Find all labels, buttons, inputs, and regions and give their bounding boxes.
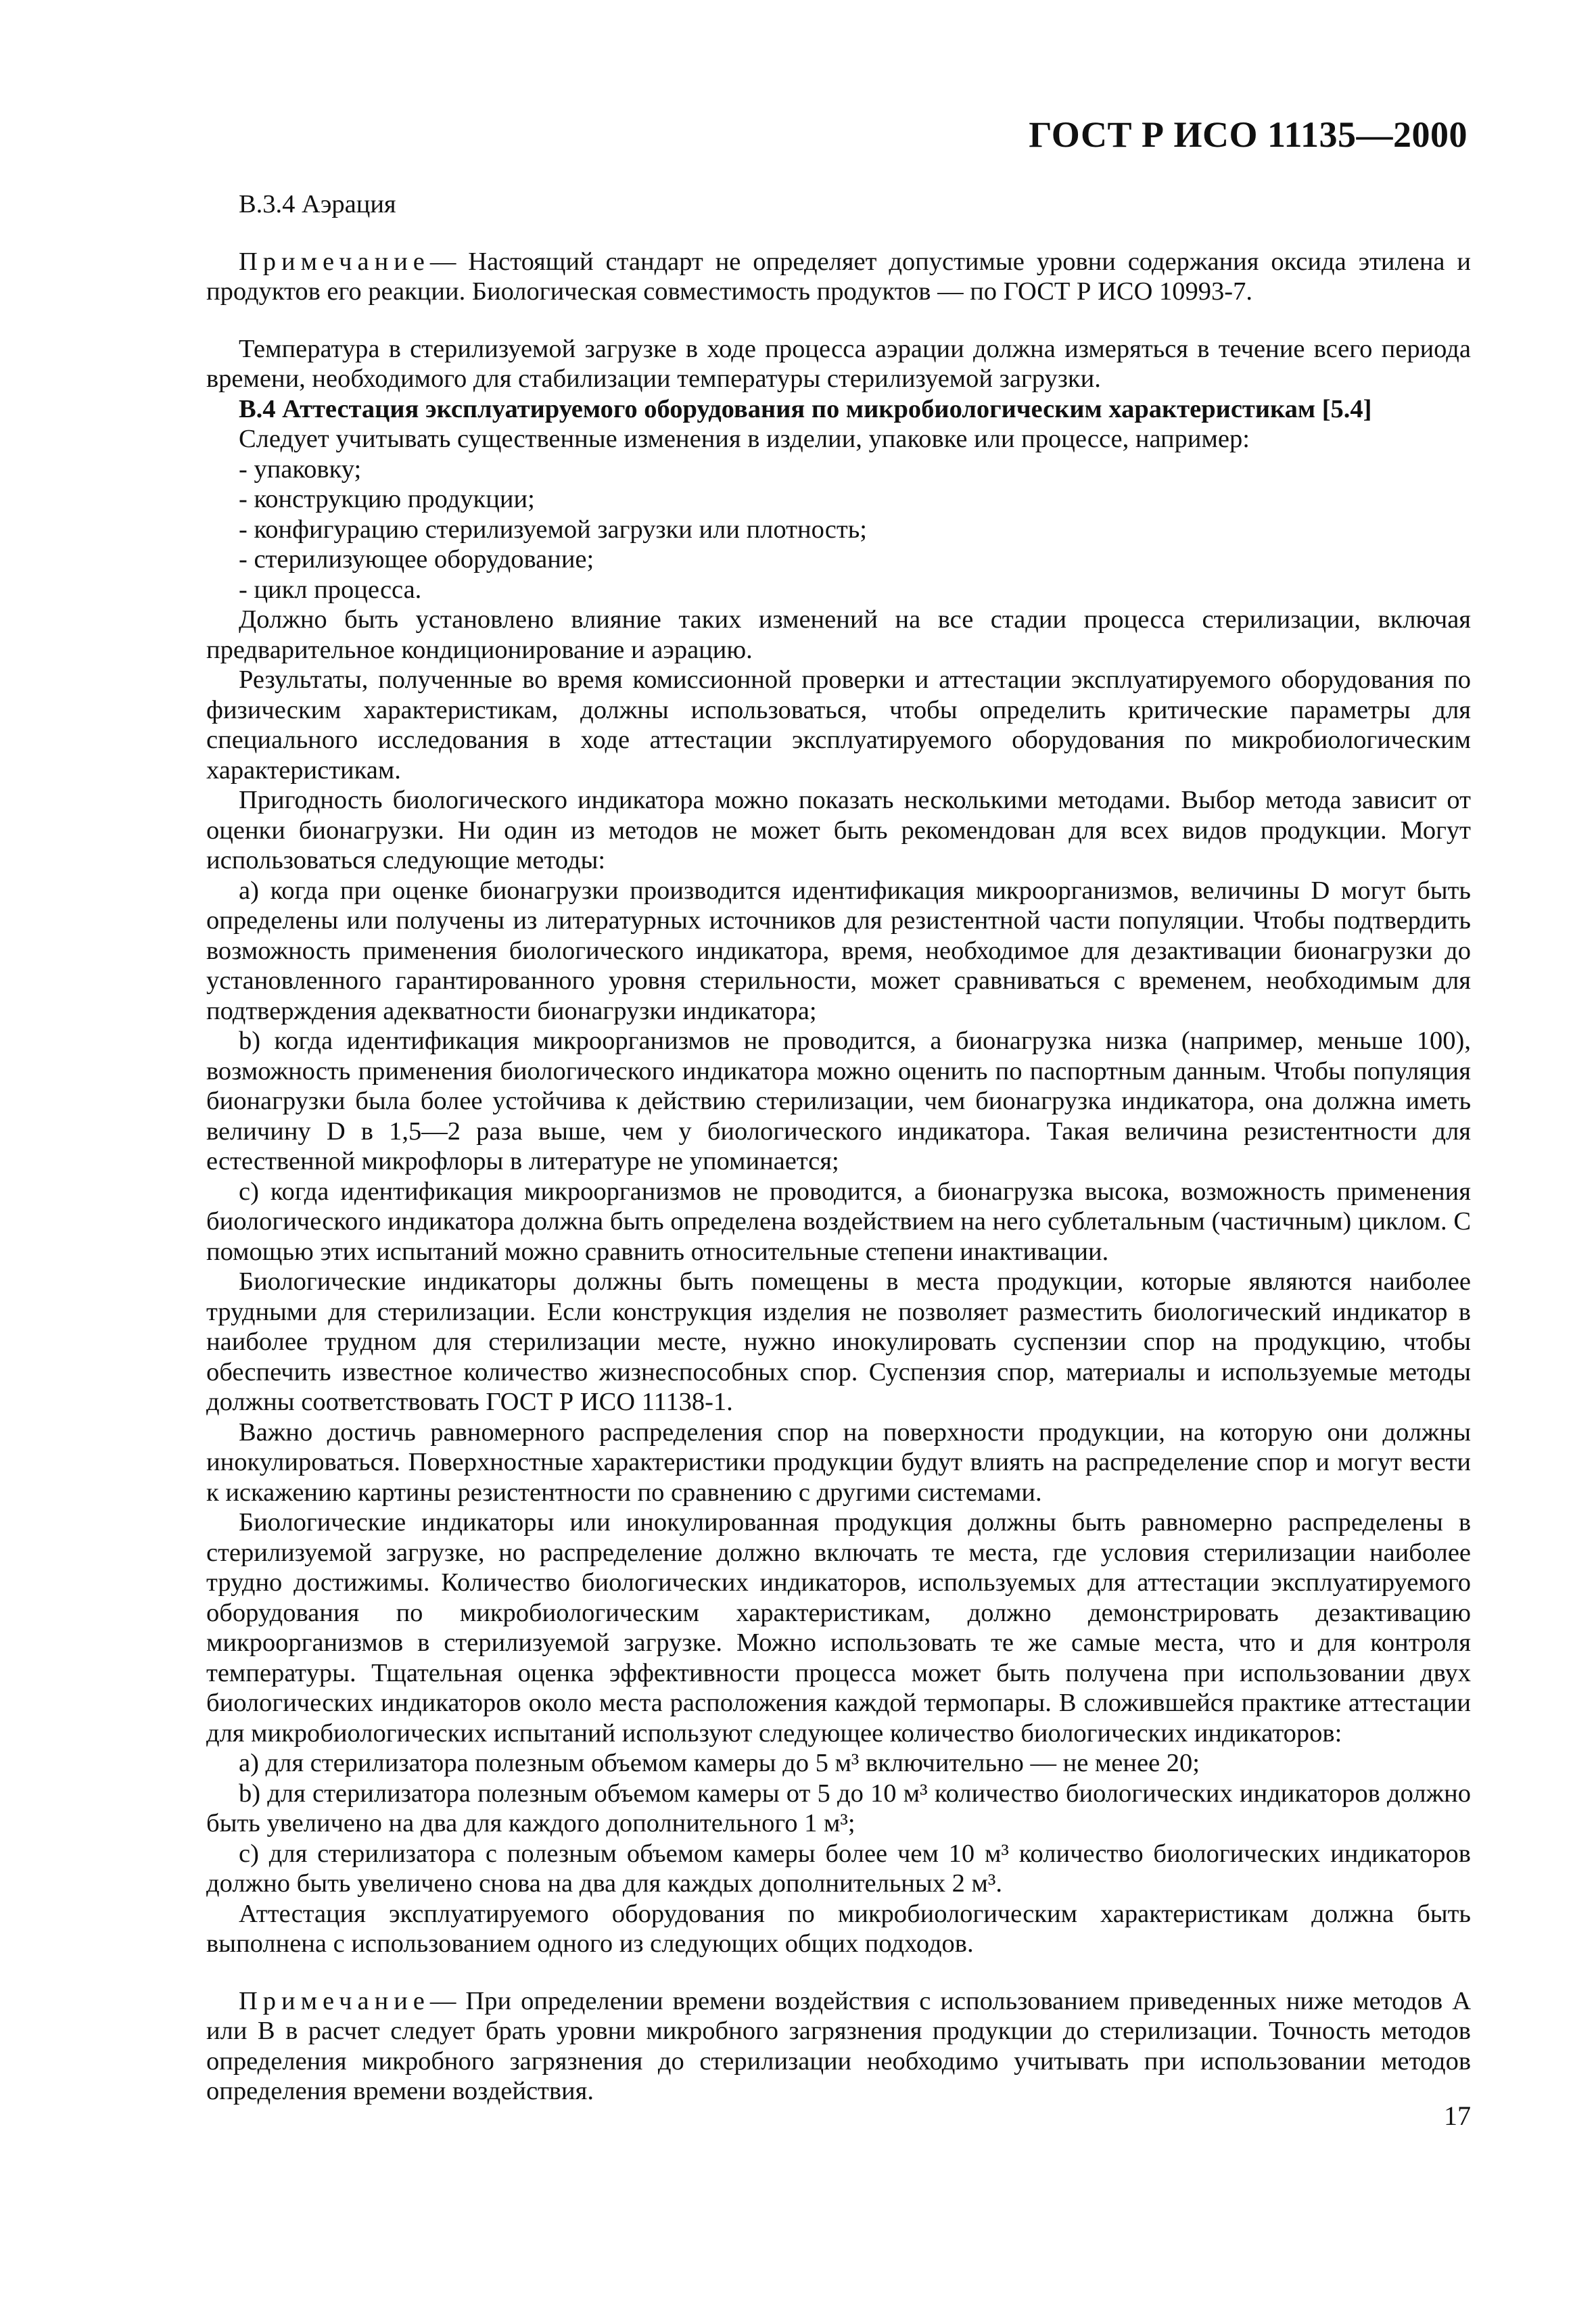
paragraph-influence: Должно быть установлено влияние таких изменений на все стадии процесса стерилизации, включая предварительное кондиционирование и аэрацию. <box>206 605 1471 664</box>
note-2-lead: Примечание <box>239 1986 430 2015</box>
quantity-c: с) для стерилизатора с полезным объемом камеры более чем 10 м³ количество биологических индикаторов должно быть увеличено снова на два для каждых дополнительных 2 м³. <box>206 1839 1471 1898</box>
paragraph-suitability: Пригодность биологического индикатора можно показать несколькими методами. Выбор метода зависит от оценки бионагрузки. Ни один из методов не может быть рекомендован для всех видов продукции. Могут использоваться следующие методы: <box>206 786 1471 874</box>
paragraph-uniformity: Важно достичь равномерного распределения спор на поверхности продукции, на которую они должны инокулироваться. Поверхностные характеристики продукции будут влиять на распределение спор и могут вести к искажению картины резистентности по сравнению с другими системами. <box>206 1417 1471 1507</box>
quantity-a: а) для стерилизатора полезным объемом камеры до 5 м³ включительно — не менее 20; <box>239 1749 1200 1777</box>
paragraph-changes: Следует учитывать существенные изменения в изделии, упаковке или процессе, например: <box>239 425 1250 453</box>
section-title: В.3.4 Аэрация <box>239 190 396 218</box>
note-1-lead: Примечание <box>239 247 430 276</box>
paragraph-temperature: Температура в стерилизуемой загрузке в ходе процесса аэрации должна измеряться в течение всего периода времени, необходимого для стабилизации температуры стерилизуемой загрузки. <box>206 334 1471 393</box>
note-1-text: — Настоящий стандарт не определяет допустимые уровни содержания оксида этилена и продуктов его реакции. Биологическая совместимость продуктов — по ГОСТ Р ИСО 10993-7. <box>206 247 1471 306</box>
method-c: с) когда идентификация микроорганизмов не проводится, а бионагрузка высока, возможность применения биологического индикатора должна быть определена воздействием на него сублетальным (частичным) циклом. С помощью этих испытаний можно сравнить относительные степени инактивации. <box>206 1177 1471 1266</box>
page-number: 17 <box>1444 2101 1471 2131</box>
section-heading: В.4 Аттестация эксплуатируемого оборудования по микробиологическим характеристикам [5.4] <box>239 394 1372 423</box>
quantity-b: b) для стерилизатора полезным объемом камеры от 5 до 10 м³ количество биологических индикаторов должно быть увеличено на два для каждого дополнительного 1 м³; <box>206 1779 1471 1837</box>
list-item: - цикл процесса. <box>239 575 422 604</box>
list-item: - стерилизующее оборудование; <box>239 545 594 573</box>
list-item: - конструкцию продукции; <box>239 485 535 513</box>
document-id-header: ГОСТ Р ИСО 11135—2000 <box>1029 114 1468 155</box>
paragraph-distribution: Биологические индикаторы или инокулированная продукция должны быть равномерно распределены в стерилизуемой загрузке, но распределение должно включать те места, где условия стерилизации наиболее трудно достижимы. Количество биологических индикаторов, используемых для аттестации эксплуатируемого оборудования по микробиологическим характеристикам, должно демонстрировать дезактивацию микроорганизмов в стерилизуемой загрузке. Можно использовать те же самые места, что и для контроля температуры. Тщательная оценка эффективности процесса может быть получена при использовании двух биологических индикаторов около места расположения каждой термопары. В сложившейся практике аттестации для микробиологических испытаний используют следующее количество биологических индикаторов: <box>206 1508 1471 1748</box>
paragraph-placement: Биологические индикаторы должны быть помещены в места продукции, которые являются наиболее трудными для стерилизации. Если конструкция изделия не позволяет разместить биологический индикатор в наиболее трудном для стерилизации месте, нужно инокулировать суспензии спор на продукцию, чтобы обеспечить известное количество жизнеспособных спор. Суспензия спор, материалы и используемые методы должны соответствовать ГОСТ Р ИСО 11138-1. <box>206 1267 1471 1416</box>
note-2-text: — При определении времени воздействия с использованием приведенных ниже методов А или В в расчет следует брать уровни микробного загрязнения продукции до стерилизации. Точность методов определения микробного загрязнения до стерилизации необходимо учитывать при использовании методов определения времени воздействия. <box>206 1986 1471 2105</box>
list-item: - конфигурацию стерилизуемой загрузки или плотность; <box>239 515 867 544</box>
method-b: b) когда идентификация микроорганизмов не проводится, а бионагрузка низка (например, меньше 100), возможность применения биологического индикатора можно оценить по паспортным данным. Чтобы популяция бионагрузки была более устойчива к действию стерилизации, чем бионагрузка индикатора, она должна иметь величину D в 1,5—2 раза выше, чем у биологического индикатора. Такая величина резистентности для естественной микрофлоры в литературе не упоминается; <box>206 1027 1471 1175</box>
method-a: а) когда при оценке бионагрузки производится идентификация микроорганизмов, величины D могут быть определены или получены из литературных источников для резистентной части популяции. Чтобы подтвердить возможность применения биологического индикатора, время, необходимое для дезактивации бионагрузки до установленного гарантированного уровня стерильности, может сравниваться с временем, необходимым для подтверждения адекватности бионагрузки индикатора; <box>206 876 1471 1025</box>
paragraph-results: Результаты, полученные во время комиссионной проверки и аттестации эксплуатируемого оборудования по физическим характеристикам, должны использоваться, чтобы определить критические параметры для специального исследования в ходе аттестации эксплуатируемого оборудования по микробиологическим характеристикам. <box>206 665 1471 784</box>
document-body <box>206 189 1471 2107</box>
list-item: - упаковку; <box>239 454 362 484</box>
note-1 <box>206 247 1471 307</box>
note-2 <box>206 1986 1471 2107</box>
paragraph-final: Аттестация эксплуатируемого оборудования по микробиологическим характеристикам должна быть выполнена с использованием одного из следующих общих подходов. <box>206 1899 1471 1958</box>
